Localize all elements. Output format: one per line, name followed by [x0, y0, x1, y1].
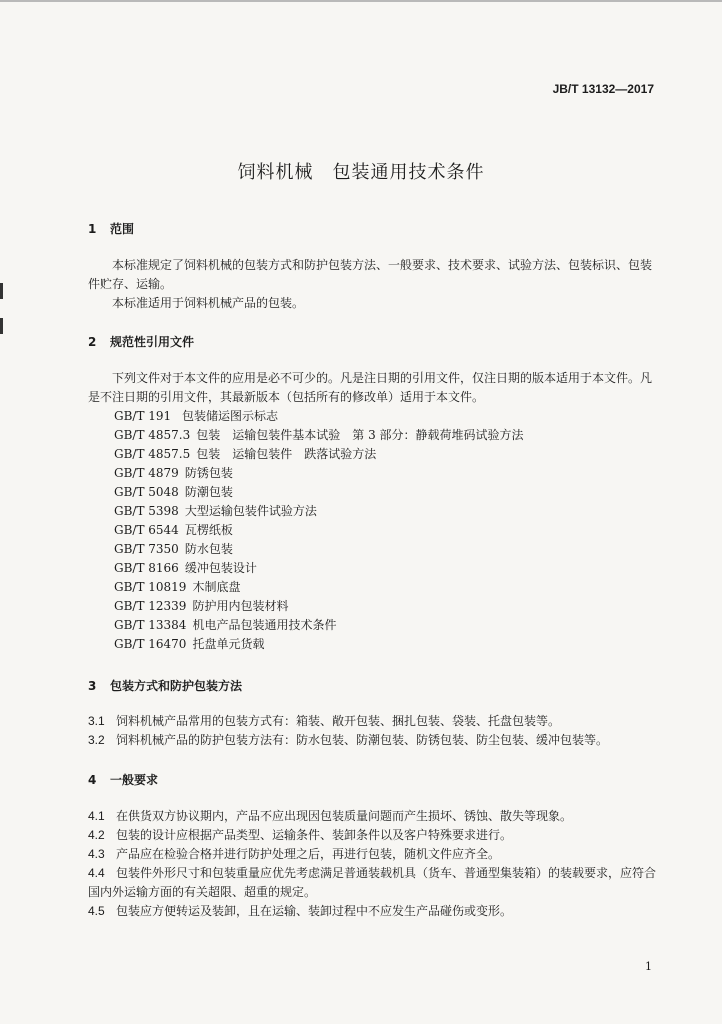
section-number: 2: [88, 335, 97, 349]
reference-name: 包装 运输包装件 跌落试验方法: [196, 447, 377, 461]
reference-name: 防潮包装: [184, 485, 233, 499]
section-2-heading: [88, 333, 194, 350]
section-title: 包装方式和防护包装方法: [110, 679, 243, 693]
reference-item: [114, 483, 233, 502]
reference-code: GB/T 7350: [114, 542, 179, 556]
reference-item: [114, 616, 336, 635]
reference-code: GB/T 5048: [114, 485, 179, 499]
section-title: 范围: [110, 222, 135, 236]
reference-item: [114, 578, 240, 597]
section-title: 一般要求: [110, 773, 159, 787]
section-3-heading: [88, 677, 242, 694]
clause-number: 4.3: [88, 847, 105, 861]
binding-mark: [0, 318, 3, 334]
reference-name: 瓦楞纸板: [184, 523, 233, 537]
reference-item: [114, 635, 264, 654]
reference-code: GB/T 4879: [114, 466, 179, 480]
clause-text: 包装应方便转运及装卸，且在运输、装卸过程中不应发生产品碰伤或变形。: [116, 904, 513, 918]
reference-code: GB/T 4857.3: [114, 428, 191, 442]
reference-item: [114, 597, 288, 616]
reference-item: [114, 540, 233, 559]
reference-item: [114, 559, 257, 578]
reference-item: [114, 426, 524, 445]
clause-number: 3.1: [88, 714, 105, 728]
reference-item: [114, 521, 233, 540]
clause-number: 3.2: [88, 733, 105, 747]
scan-top-edge: [0, 0, 722, 2]
clause-text: 饲料机械产品常用的包装方式有：箱装、敞开包装、捆扎包装、袋装、托盘包装等。: [116, 714, 561, 728]
clause-number: 4.1: [88, 809, 105, 823]
section-1-heading: [88, 220, 134, 237]
reference-code: GB/T 10819: [114, 580, 187, 594]
reference-code: GB/T 12339: [114, 599, 187, 613]
reference-code: GB/T 5398: [114, 504, 179, 518]
clause-item: [88, 731, 658, 750]
clause-item: [88, 807, 658, 826]
clause-number: 4.2: [88, 828, 105, 842]
clause-text: 包装件外形尺寸和包装重量应优先考虑满足普通装载机具（货车、普通型集装箱）的装载要求，应符合国内外运输方面的有关超限、超重的规定。: [88, 866, 657, 899]
reference-code: GB/T 6544: [114, 523, 179, 537]
reference-code: GB/T 4857.5: [114, 447, 191, 461]
clause-number: 4.5: [88, 904, 105, 918]
clause-item: [88, 712, 658, 731]
reference-code: GB/T 191: [114, 409, 172, 423]
clause-item: [88, 826, 658, 845]
clause-item: [88, 845, 658, 864]
references-intro: 下列文件对于本文件的应用是必不可少的。凡是注日期的引用文件，仅注日期的版本适用于本文件。凡是不注日期的引用文件，其最新版本（包括所有的修改单）适用于本文件。: [88, 371, 653, 404]
clause-text: 在供货双方协议期内，产品不应出现因包装质量问题而产生损坏、锈蚀、散失等现象。: [116, 809, 573, 823]
standard-number: JB/T 13132—2017: [552, 82, 654, 96]
reference-name: 机电产品包装通用技术条件: [192, 618, 337, 632]
binding-mark: [0, 283, 3, 299]
reference-name: 包装 运输包装件基本试验 第 3 部分：静载荷堆码试验方法: [196, 428, 524, 442]
reference-name: 防水包装: [184, 542, 233, 556]
reference-code: GB/T 8166: [114, 561, 179, 575]
clause-number: 4.4: [88, 866, 105, 880]
section-number: 4: [88, 773, 97, 787]
page-number: 1: [645, 960, 652, 973]
reference-name: 缓冲包装设计: [184, 561, 257, 575]
section-4-heading: [88, 771, 158, 788]
reference-name: 大型运输包装件试验方法: [184, 504, 317, 518]
reference-code: GB/T 16470: [114, 637, 187, 651]
reference-name: 防锈包装: [184, 466, 233, 480]
clause-text: 饲料机械产品的防护包装方法有：防水包装、防潮包装、防锈包装、防尘包装、缓冲包装等。: [116, 733, 609, 747]
document-title: 饲料机械 包装通用技术条件: [237, 162, 485, 183]
scope-paragraph-2: 本标准适用于饲料机械产品的包装。: [112, 296, 305, 310]
reference-item: [114, 502, 317, 521]
clause-item: [88, 902, 658, 921]
reference-code: GB/T 13384: [114, 618, 187, 632]
section-title: 规范性引用文件: [110, 335, 195, 349]
reference-name: 木制底盘: [192, 580, 241, 594]
section-number: 1: [88, 222, 97, 236]
clause-text: 包装的设计应根据产品类型、运输条件、装卸条件以及客户特殊要求进行。: [116, 828, 513, 842]
reference-item: [114, 407, 278, 426]
reference-name: 托盘单元货载: [192, 637, 265, 651]
scope-paragraph-1: 本标准规定了饲料机械的包装方式和防护包装方法、一般要求、技术要求、试验方法、包装标识、包装件贮存、运输。: [88, 258, 653, 291]
reference-name: 包装储运图示标志: [182, 409, 279, 423]
reference-item: [114, 445, 376, 464]
reference-item: [114, 464, 233, 483]
reference-name: 防护用内包装材料: [192, 599, 289, 613]
section-number: 3: [88, 679, 97, 693]
clause-item: [88, 864, 658, 902]
clause-text: 产品应在检验合格并进行防护处理之后，再进行包装，随机文件应齐全。: [116, 847, 501, 861]
